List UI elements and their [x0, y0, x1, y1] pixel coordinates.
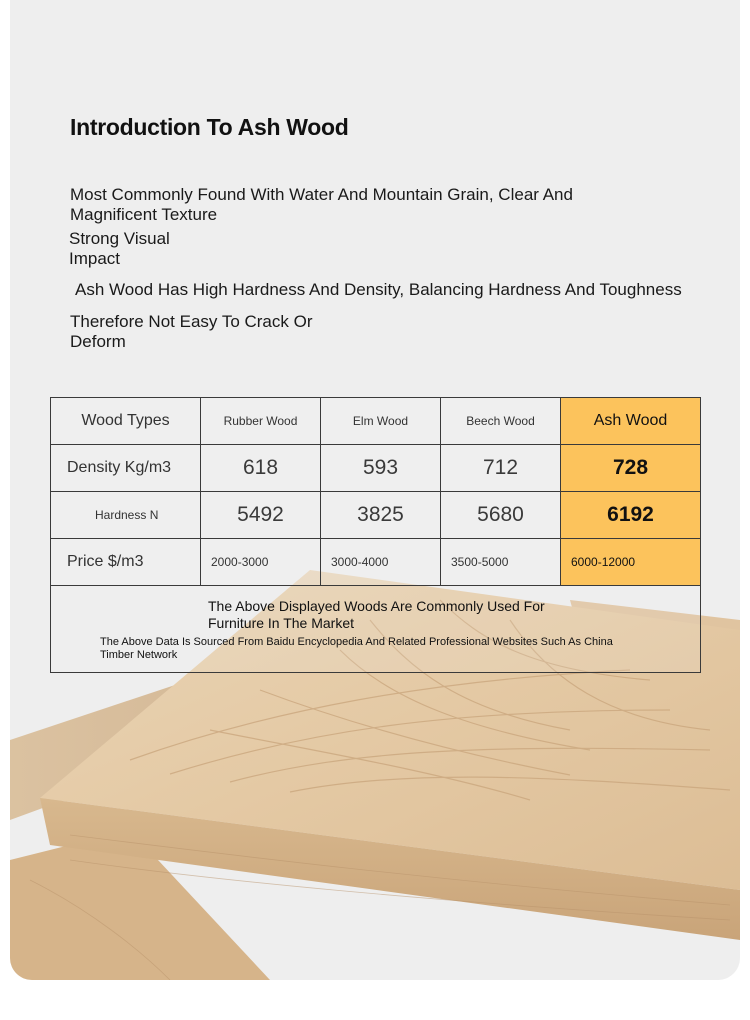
note-furniture-usage: The Above Displayed Woods Are Commonly Used For Furniture In The Market — [208, 598, 545, 631]
feature-hardness: Ash Wood Has High Hardness And Density, Balancing Hardness And Toughness — [75, 280, 682, 299]
cell-hardness-rubber: 5492 — [201, 492, 321, 539]
cell-density-elm: 593 — [321, 445, 441, 492]
table-note-row — [51, 586, 701, 673]
feature-texture: Most Commonly Found With Water And Mountain Grain, Clear And Magnificent Texture — [70, 185, 573, 224]
header-rubber-wood: Rubber Wood — [201, 398, 321, 445]
row-label-hardness: Hardness N — [51, 492, 201, 539]
wood-comparison-table — [50, 397, 701, 673]
cell-price-rubber: 2000-3000 — [201, 539, 321, 586]
cell-density-ash: 728 — [561, 445, 701, 492]
table-note — [51, 586, 701, 673]
header-beech-wood: Beech Wood — [441, 398, 561, 445]
table-row-hardness — [51, 492, 701, 539]
table-row-price — [51, 539, 701, 586]
cell-hardness-beech: 5680 — [441, 492, 561, 539]
note-data-source: The Above Data Is Sourced From Baidu Encyclopedia And Related Professional Websites Such As China Timber Network — [100, 636, 613, 661]
table-header-row — [51, 398, 701, 445]
page-title: Introduction To Ash Wood — [70, 114, 349, 140]
feature-visual-impact: Strong Visual Impact — [69, 229, 170, 268]
cell-density-rubber: 618 — [201, 445, 321, 492]
product-card — [10, 0, 740, 980]
feature-durability: Therefore Not Easy To Crack Or Deform — [70, 312, 313, 351]
cell-price-elm: 3000-4000 — [321, 539, 441, 586]
cell-hardness-elm: 3825 — [321, 492, 441, 539]
header-ash-wood: Ash Wood — [561, 398, 701, 445]
table-row-density — [51, 445, 701, 492]
row-label-price: Price $/m3 — [51, 539, 201, 586]
cell-hardness-ash: 6192 — [561, 492, 701, 539]
row-label-density: Density Kg/m3 — [51, 445, 201, 492]
header-wood-types: Wood Types — [51, 398, 201, 445]
cell-price-ash: 6000-12000 — [561, 539, 701, 586]
cell-density-beech: 712 — [441, 445, 561, 492]
cell-price-beech: 3500-5000 — [441, 539, 561, 586]
header-elm-wood: Elm Wood — [321, 398, 441, 445]
